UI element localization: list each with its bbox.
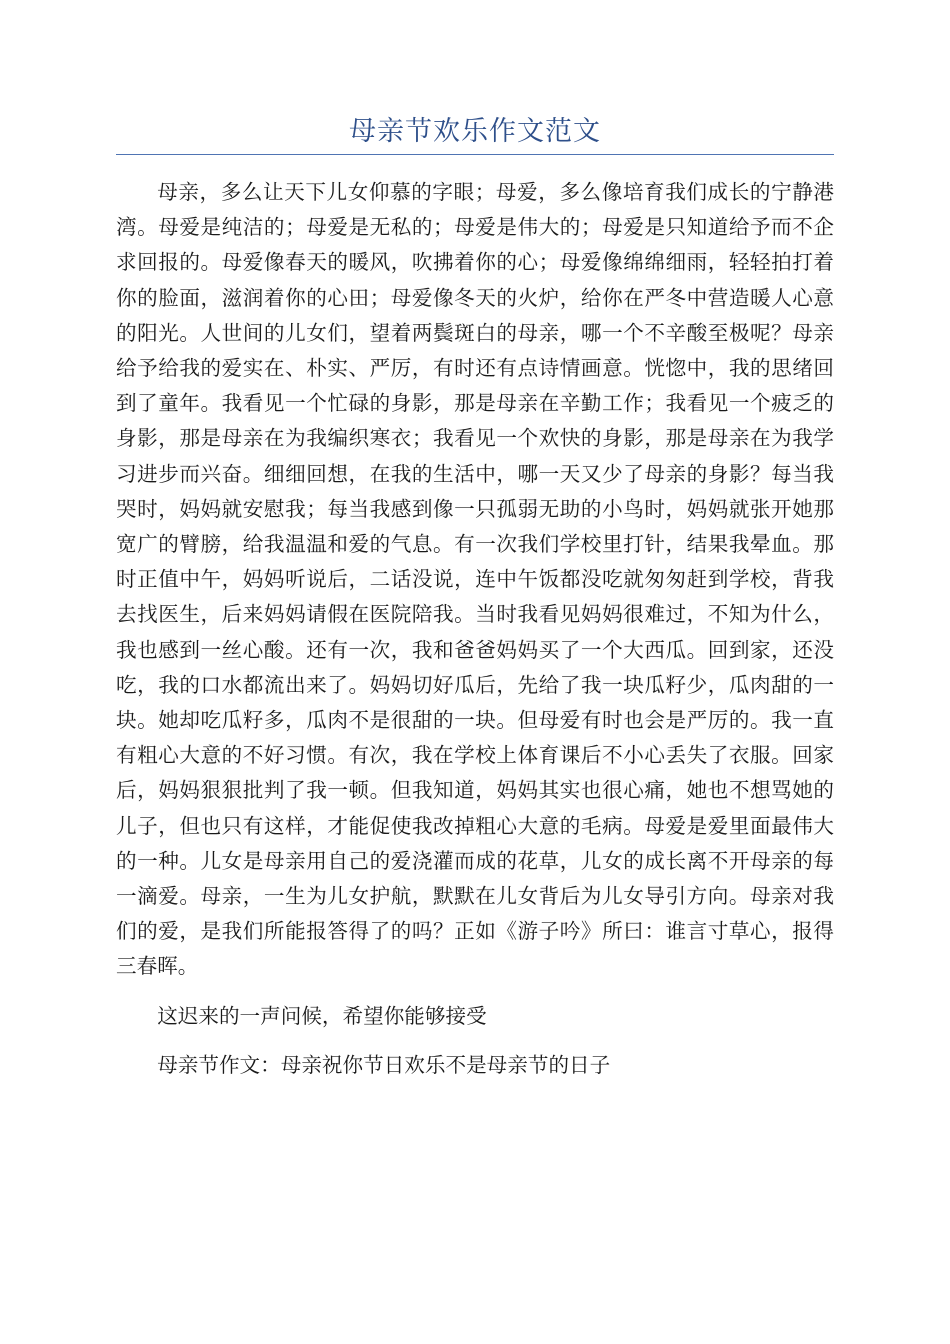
next-essay-title: 母亲节作文：母亲祝你节日欢乐不是母亲节的日子 xyxy=(157,1052,611,1077)
document-page xyxy=(116,112,834,1083)
document-title: 母亲节欢乐作文范文 xyxy=(349,116,601,147)
greeting-line: 这迟来的一声问候，希望你能够接受 xyxy=(157,1003,487,1028)
title-underline xyxy=(116,154,834,155)
body-paragraph: 母亲，多么让天下儿女仰慕的字眼；母爱，多么像培育我们成长的宁静港湾。母爱是纯洁的；母爱是无私的；母爱是伟大的；母爱是只知道给予而不企求回报的。母爱像春天的暖风，吹拂着你的心；母爱像绵绵细雨，轻轻拍打着你的脸面，滋润着你的心田；母爱像冬天的火炉，给你在严冬中营造暖人心意的阳光。人世间的儿女们，望着两鬓斑白的母亲，哪一个不辛酸至极呢？母亲给予给我的爱实在、朴实、严厉，有时还有点诗情画意。恍惚中，我的思绪回到了童年。我看见一个忙碌的身影，那是母亲在辛勤工作；我看见一个疲乏的身影，那是母亲在为我编织寒衣；我看见一个欢快的身影，那是母亲在为我学习进步而兴奋。细细回想，在我的生活中，哪一天又少了母亲的身影？每当我哭时，妈妈就安慰我；每当我感到像一只孤弱无助的小鸟时，妈妈就张开她那宽广的臂膀，给我温温和爱的气息。有一次我们学校里打针，结果我晕血。那时正值中午，妈妈听说后，二话没说，连中午饭都没吃就匆匆赶到学校，背我去找医生，后来妈妈请假在医院陪我。当时我看见妈妈很难过，不知为什么，我也感到一丝心酸。还有一次，我和爸爸妈妈买了一个大西瓜。回到家，还没吃，我的口水都流出来了。妈妈切好瓜后，先给了我一块瓜籽少，瓜肉甜的一块。她却吃瓜籽多，瓜肉不是很甜的一块。但母爱有时也会是严厉的。我一直有粗心大意的不好习惯。有次，我在学校上体育课后不小心丢失了衣服。回家后，妈妈狠狠批判了我一顿。但我知道，妈妈其实也很心痛，她也不想骂她的儿子，但也只有这样，才能促使我改掉粗心大意的毛病。母爱是爱里面最伟大的一种。儿女是母亲用自己的爱浇灌而成的花草，儿女的成长离不开母亲的每一滴爱。母亲，一生为儿女护航，默默在儿女背后为儿女导引方向。母亲对我们的爱，是我们所能报答得了的吗？正如《游子吟》所曰：谁言寸草心，报得三春晖。 xyxy=(116,180,834,979)
